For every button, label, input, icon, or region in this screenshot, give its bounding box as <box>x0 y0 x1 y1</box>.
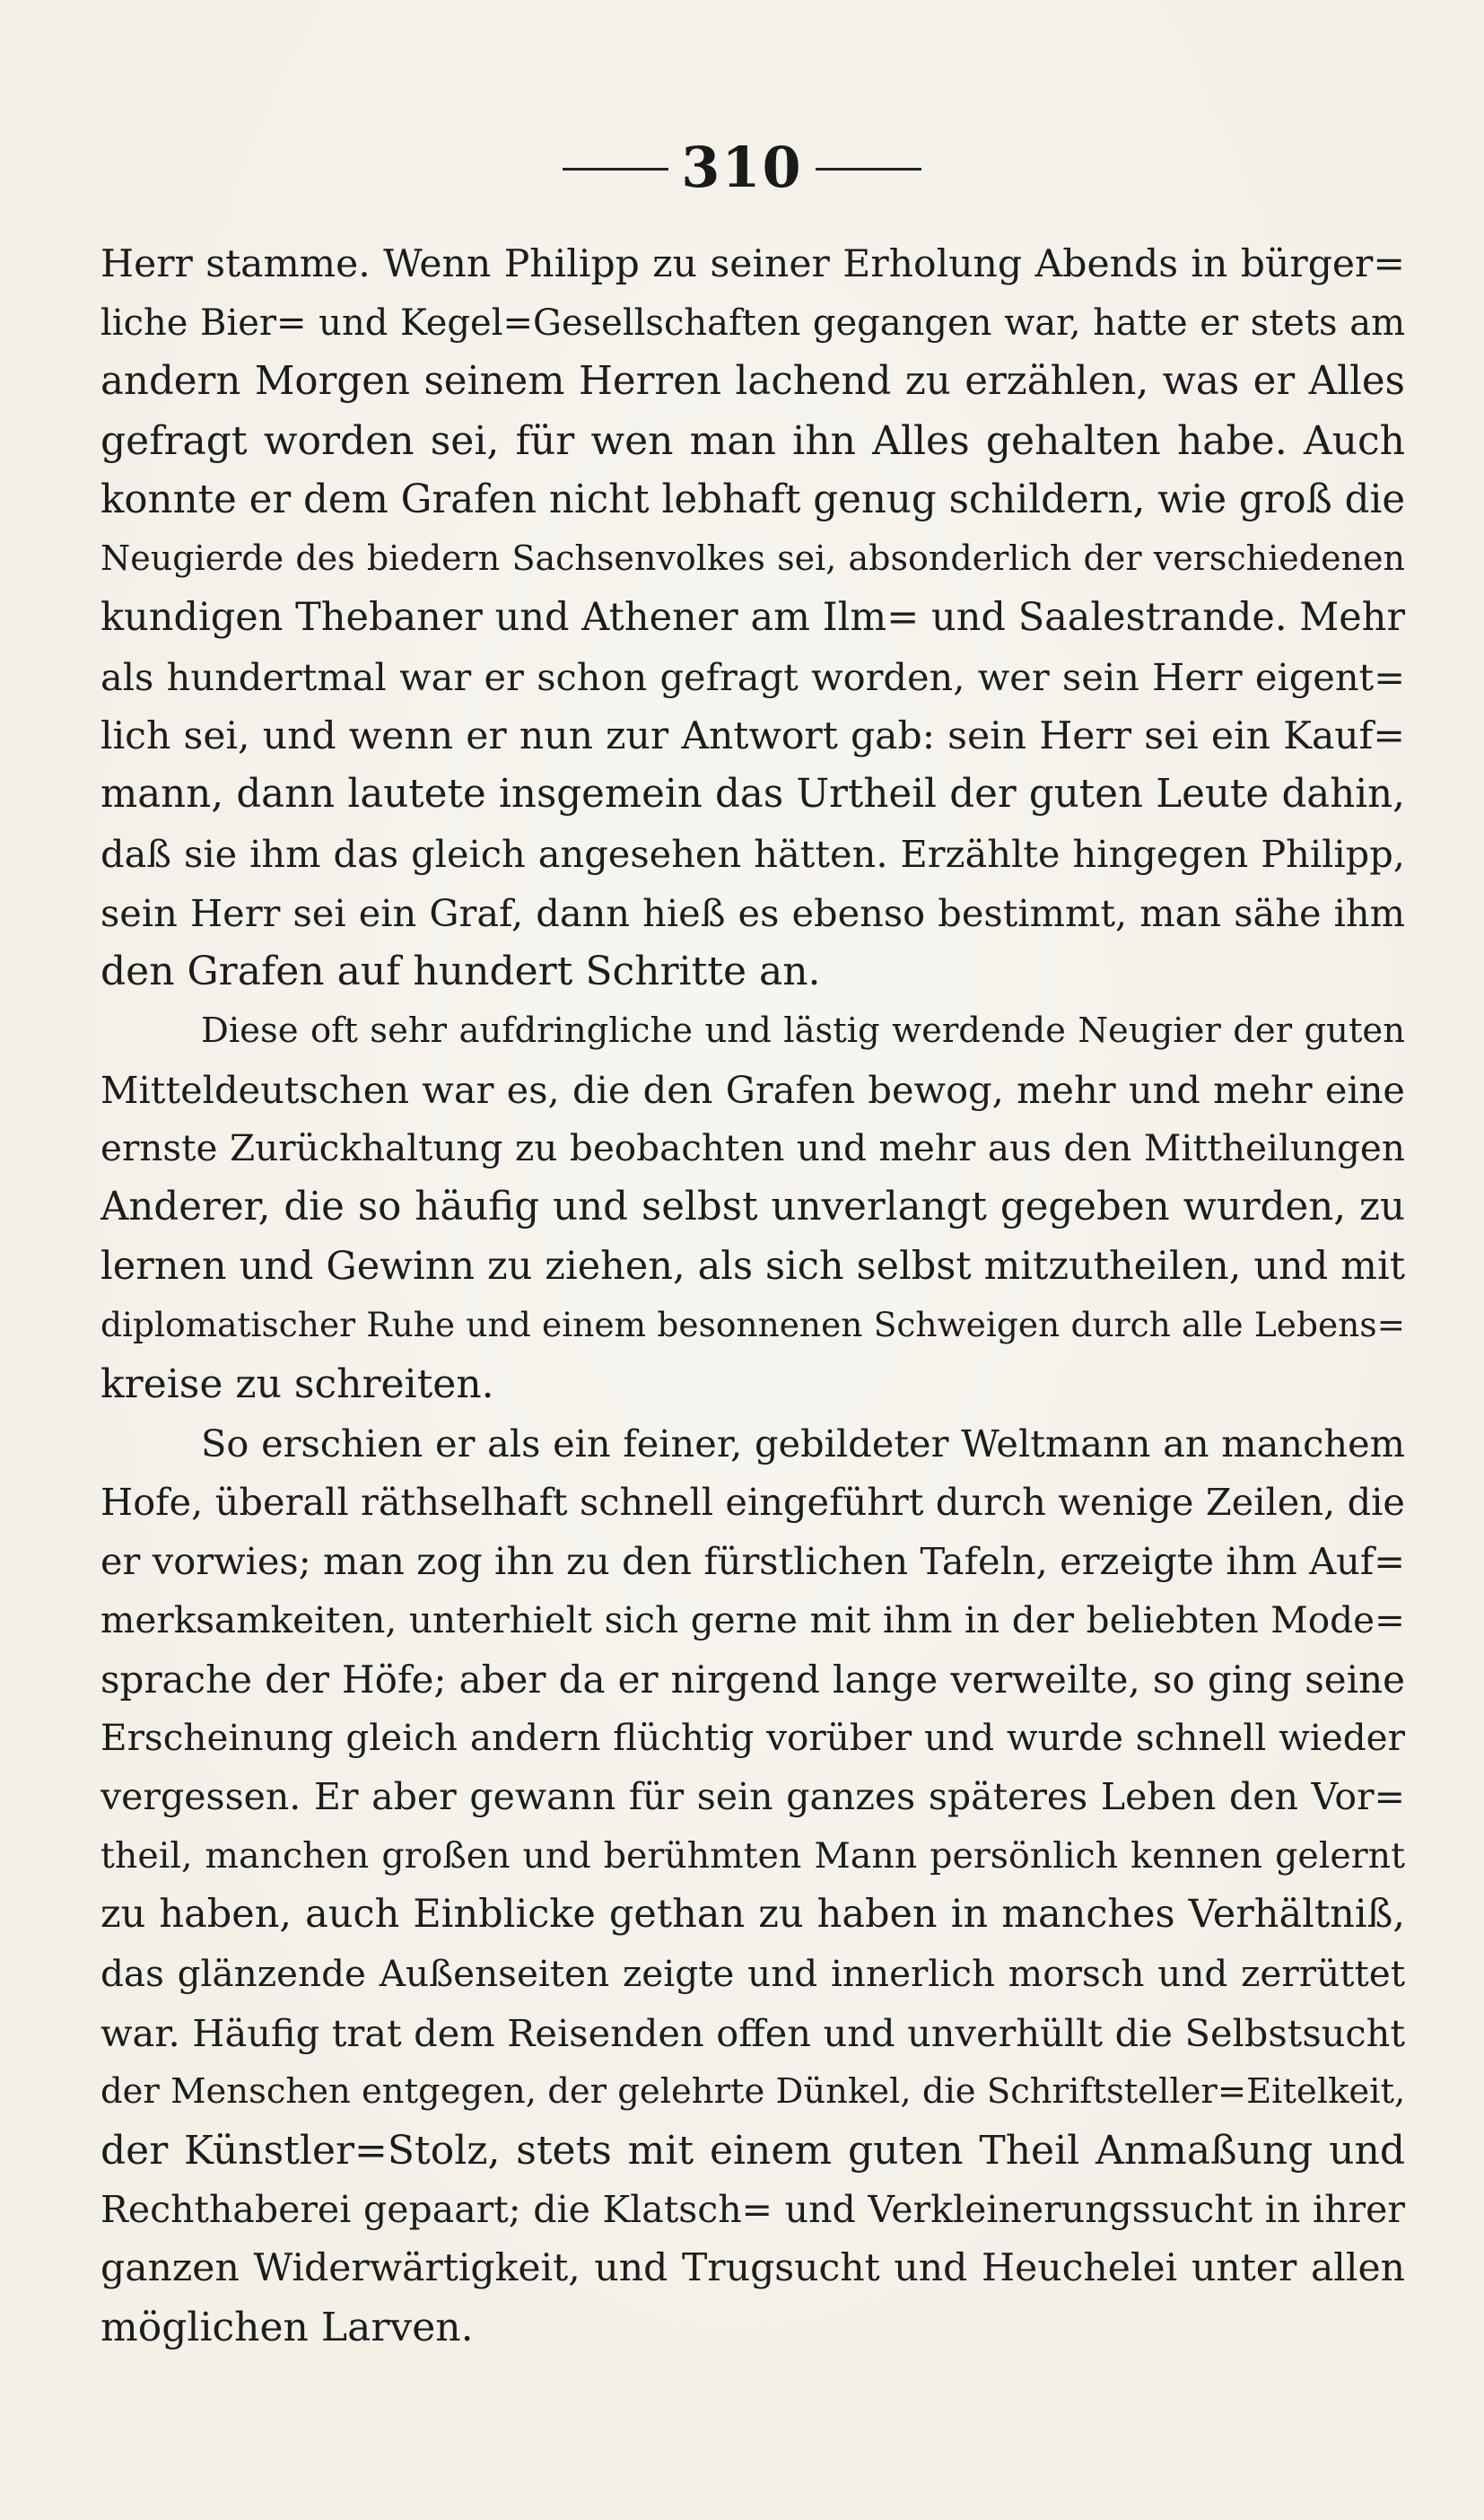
text-line: Neugierde des biedern Sachsenvolkes sei, absonderlich der verschiedenen <box>100 538 1405 579</box>
header-rule-left <box>563 168 668 171</box>
text-line: kundigen Thebaner und Athener am Ilm= und Saalestrande. Mehr <box>100 595 1405 641</box>
text-line: lich sei, und wenn er nun zur Antwort gab: sein Herr sei ein Kauf= <box>100 713 1405 758</box>
text-line: daß sie ihm das gleich angesehen hätten. Erzählte hingegen Philipp, <box>100 831 1405 876</box>
text-line: er vorwies; man zog ihn zu den fürstlichen Tafeln, erzeigte ihm Auf= <box>100 1539 1405 1584</box>
text-line: So erschien er als ein feiner, gebildeter Weltmann an manchem <box>201 1421 1405 1466</box>
text-line: den Grafen auf hundert Schritte an. <box>100 949 821 995</box>
text-line: möglichen Larven. <box>100 2305 474 2351</box>
text-line: andern Morgen seinem Herren lachend zu erzählen, was er Alles <box>100 359 1405 405</box>
text-line: Rechthaberei gepaart; die Klatsch= und Verkleinerungssucht in ihrer <box>100 2187 1405 2231</box>
text-line: sprache der Höfe; aber da er nirgend lange verweilte, so ging seine <box>100 1657 1405 1702</box>
text-line: Anderer, die so häufig und selbst unverlangt gegeben wurden, zu <box>100 1185 1405 1229</box>
text-line: lernen und Gewinn zu ziehen, als sich selbst mitzutheilen, und mit <box>100 1243 1405 1289</box>
text-line: war. Häufig trat dem Reisenden offen und unverhüllt die Selbstsucht <box>100 2010 1405 2055</box>
text-line: sein Herr sei ein Graf, dann hieß es ebenso bestimmt, man sähe ihm <box>100 890 1405 935</box>
text-line: der Künstler=Stolz, stets mit einem guten Theil Anmaßung und <box>100 2128 1405 2174</box>
text-line: konnte er dem Grafen nicht lebhaft genug schildern, wie groß die <box>100 477 1405 522</box>
text-line: Diese oft sehr aufdringliche und lästig werdende Neugier der guten <box>201 1010 1405 1051</box>
text-line: gefragt worden sei, für wen man ihn Alles gehalten habe. Auch <box>100 418 1405 465</box>
text-line: Hofe, überall räthselhaft schnell eingeführt durch wenige Zeilen, die <box>100 1480 1405 1525</box>
page-number: 310 <box>681 135 803 200</box>
text-line: kreise zu schreiten. <box>100 1361 494 1408</box>
text-line: Mitteldeutschen war es, die den Grafen bewog, mehr und mehr eine <box>100 1067 1405 1112</box>
body-text <box>100 235 1405 2358</box>
text-line: ernste Zurückhaltung zu beobachten und mehr aus den Mittheilungen <box>100 1126 1405 1170</box>
text-line: merksamkeiten, unterhielt sich gerne mit ihm in der beliebten Mode= <box>100 1597 1405 1641</box>
text-line: diplomatischer Ruhe und einem besonnenen Schweigen durch alle Lebens= <box>100 1305 1405 1345</box>
text-line: vergessen. Er aber gewann für sein ganzes späteres Leben den Vor= <box>100 1774 1405 1818</box>
text-line: der Menschen entgegen, der gelehrte Dünkel, die Schriftsteller=Eitelkeit, <box>100 2071 1405 2113</box>
page-header <box>0 135 1484 200</box>
text-line: theil, manchen großen und berühmten Mann persönlich kennen gelernt <box>100 1834 1405 1877</box>
text-line: Erscheinung gleich andern flüchtig vorüber und wurde schnell wieder <box>100 1716 1405 1760</box>
text-line: liche Bier= und Kegel=Gesellschaften gegangen war, hatte er stets am <box>100 302 1405 344</box>
text-line: ganzen Widerwärtigkeit, und Trugsucht und Heuchelei unter allen <box>100 2246 1405 2291</box>
text-line: Herr stamme. Wenn Philipp zu seiner Erholung Abends in bürger= <box>100 242 1405 286</box>
header-rule-right <box>816 168 921 171</box>
text-line: zu haben, auch Einblicke gethan zu haben in manches Verhältniß, <box>100 1892 1405 1938</box>
text-line: das glänzende Außenseiten zeigte und innerlich morsch und zerrüttet <box>100 1951 1405 1995</box>
text-line: mann, dann lautete insgemein das Urtheil der guten Leute dahin, <box>100 772 1405 818</box>
text-line: als hundertmal war er schon gefragt worden, wer sein Herr eigent= <box>100 654 1405 699</box>
